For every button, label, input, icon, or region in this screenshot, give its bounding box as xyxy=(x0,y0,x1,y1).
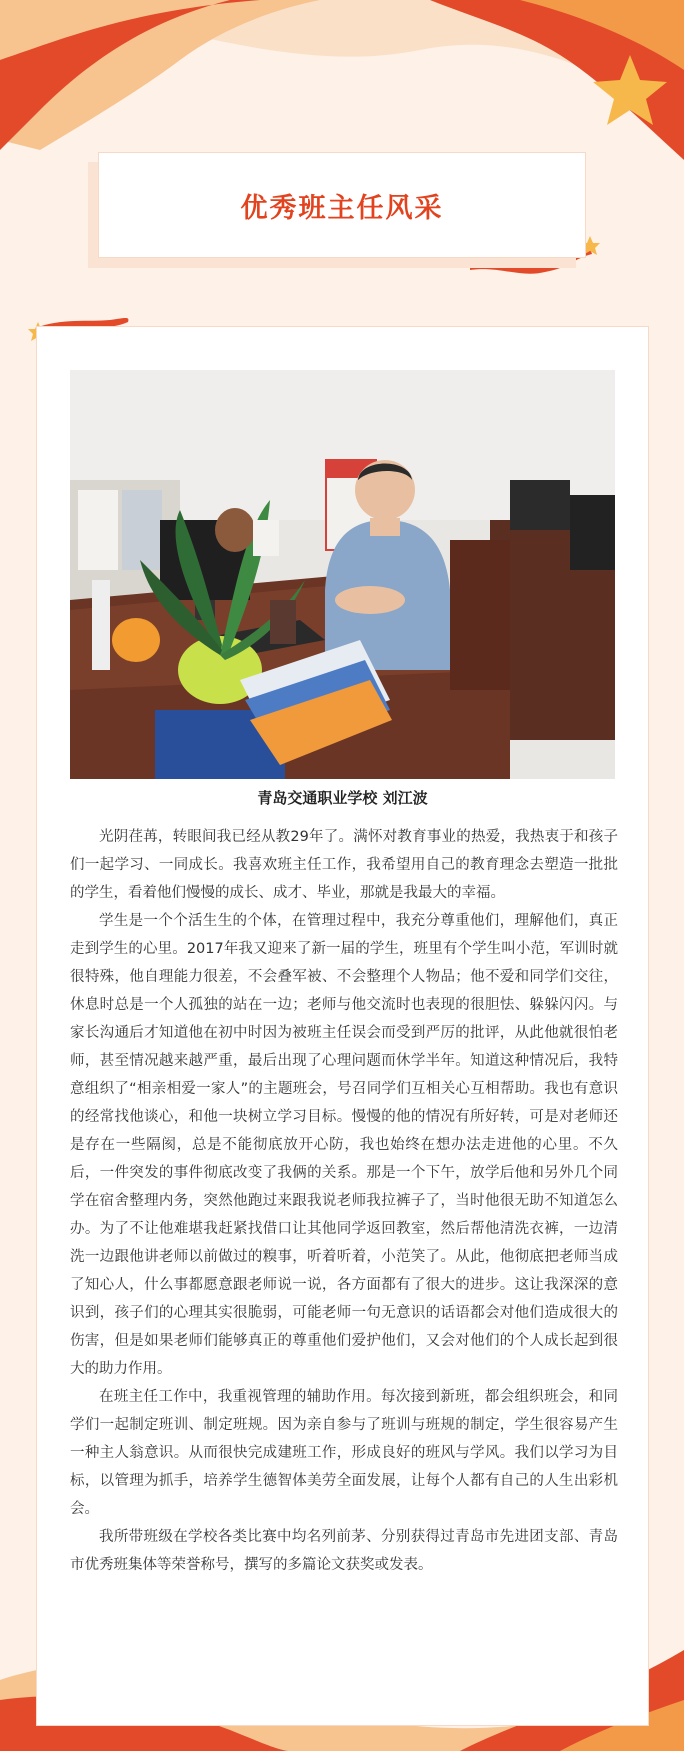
teacher-photo xyxy=(70,370,615,779)
office-illustration xyxy=(70,370,615,779)
photo-caption: 青岛交通职业学校 刘江波 xyxy=(257,789,428,807)
page-title: 优秀班主任风采 xyxy=(240,192,444,224)
article-paragraph: 我所带班级在学校各类比赛中均名列前茅、分别获得过青岛市先进团支部、青岛市优秀班集体等荣誉称号，撰写的多篇论文获奖或发表。 xyxy=(70,1529,618,1573)
article-paragraph: 在班主任工作中，我重视管理的辅助作用。每次接到新班，都会组织班会，和同学们一起制定班训、制定班规。因为亲自参与了班训与班规的制定，学生很容易产生一种主人翁意识。从而很快完成建班工作，形成良好的班风与学风。我们以学习为目标，以管理为抓手，培养学生德智体美劳全面发展，让每个人都有自己的人生出彩机会。 xyxy=(70,1389,618,1517)
title-card xyxy=(98,152,586,258)
article-paragraph: 学生是一个个活生生的个体，在管理过程中，我充分尊重他们，理解他们，真正走到学生的心里。2017年我又迎来了新一届的学生，班里有个学生叫小范，军训时就很特殊，他自理能力很差，不会叠军被、不会整理个人物品；他不爱和同学们交往，休息时总是一个人孤独的站在一边；老师与他交流时也表现的很胆怯、躲躲闪闪。与家长沟通后才知道他在初中时因为被班主任误会而受到严厉的批评，从此他就很怕老师，甚至情况越来越严重，最后出现了心理问题而休学半年。知道这种情况后，我特意组织了“相亲相爱一家人”的主题班会，号召同学们互相关心互相帮助。我也有意识的经常找他谈心，和他一块树立学习目标。慢慢的他的情况有所好转，可是对老师还是存在一些隔阂，总是不能彻底放开心防，我也始终在想办法走进他的心里。不久后，一件突发的事件彻底改变了我俩的关系。那是一个下午，放学后他和另外几个同学在宿舍整理内务，突然他跑过来跟我说老师我拉裤子了，当时他很无助不知道怎么办。为了不让他难堪我赶紧找借口让其他同学返回教室，然后帮他清洗衣裤，一边清洗一边跟他讲老师以前做过的糗事，听着听着，小范笑了。从此，他彻底把老师当成了知心人，什么事都愿意跟老师说一说，各方面都有了很大的进步。这让我深深的意识到，孩子们的心理其实很脆弱，可能老师一句无意识的话语都会对他们造成很大的伤害，但是如果老师们能够真正的尊重他们爱护他们，又会对他们的个人成长起到很大的助力作用。 xyxy=(70,913,618,1377)
article-paragraph: 光阴荏苒，转眼间我已经从教29年了。满怀对教育事业的热爱，我热衷于和孩子们一起学习、一同成长。我喜欢班主任工作，我希望用自己的教育理念去塑造一批批的学生，看着他们慢慢的成长、成才、毕业，那就是我最大的幸福。 xyxy=(70,829,618,901)
article-card xyxy=(36,326,649,1726)
article-body xyxy=(70,823,618,1579)
